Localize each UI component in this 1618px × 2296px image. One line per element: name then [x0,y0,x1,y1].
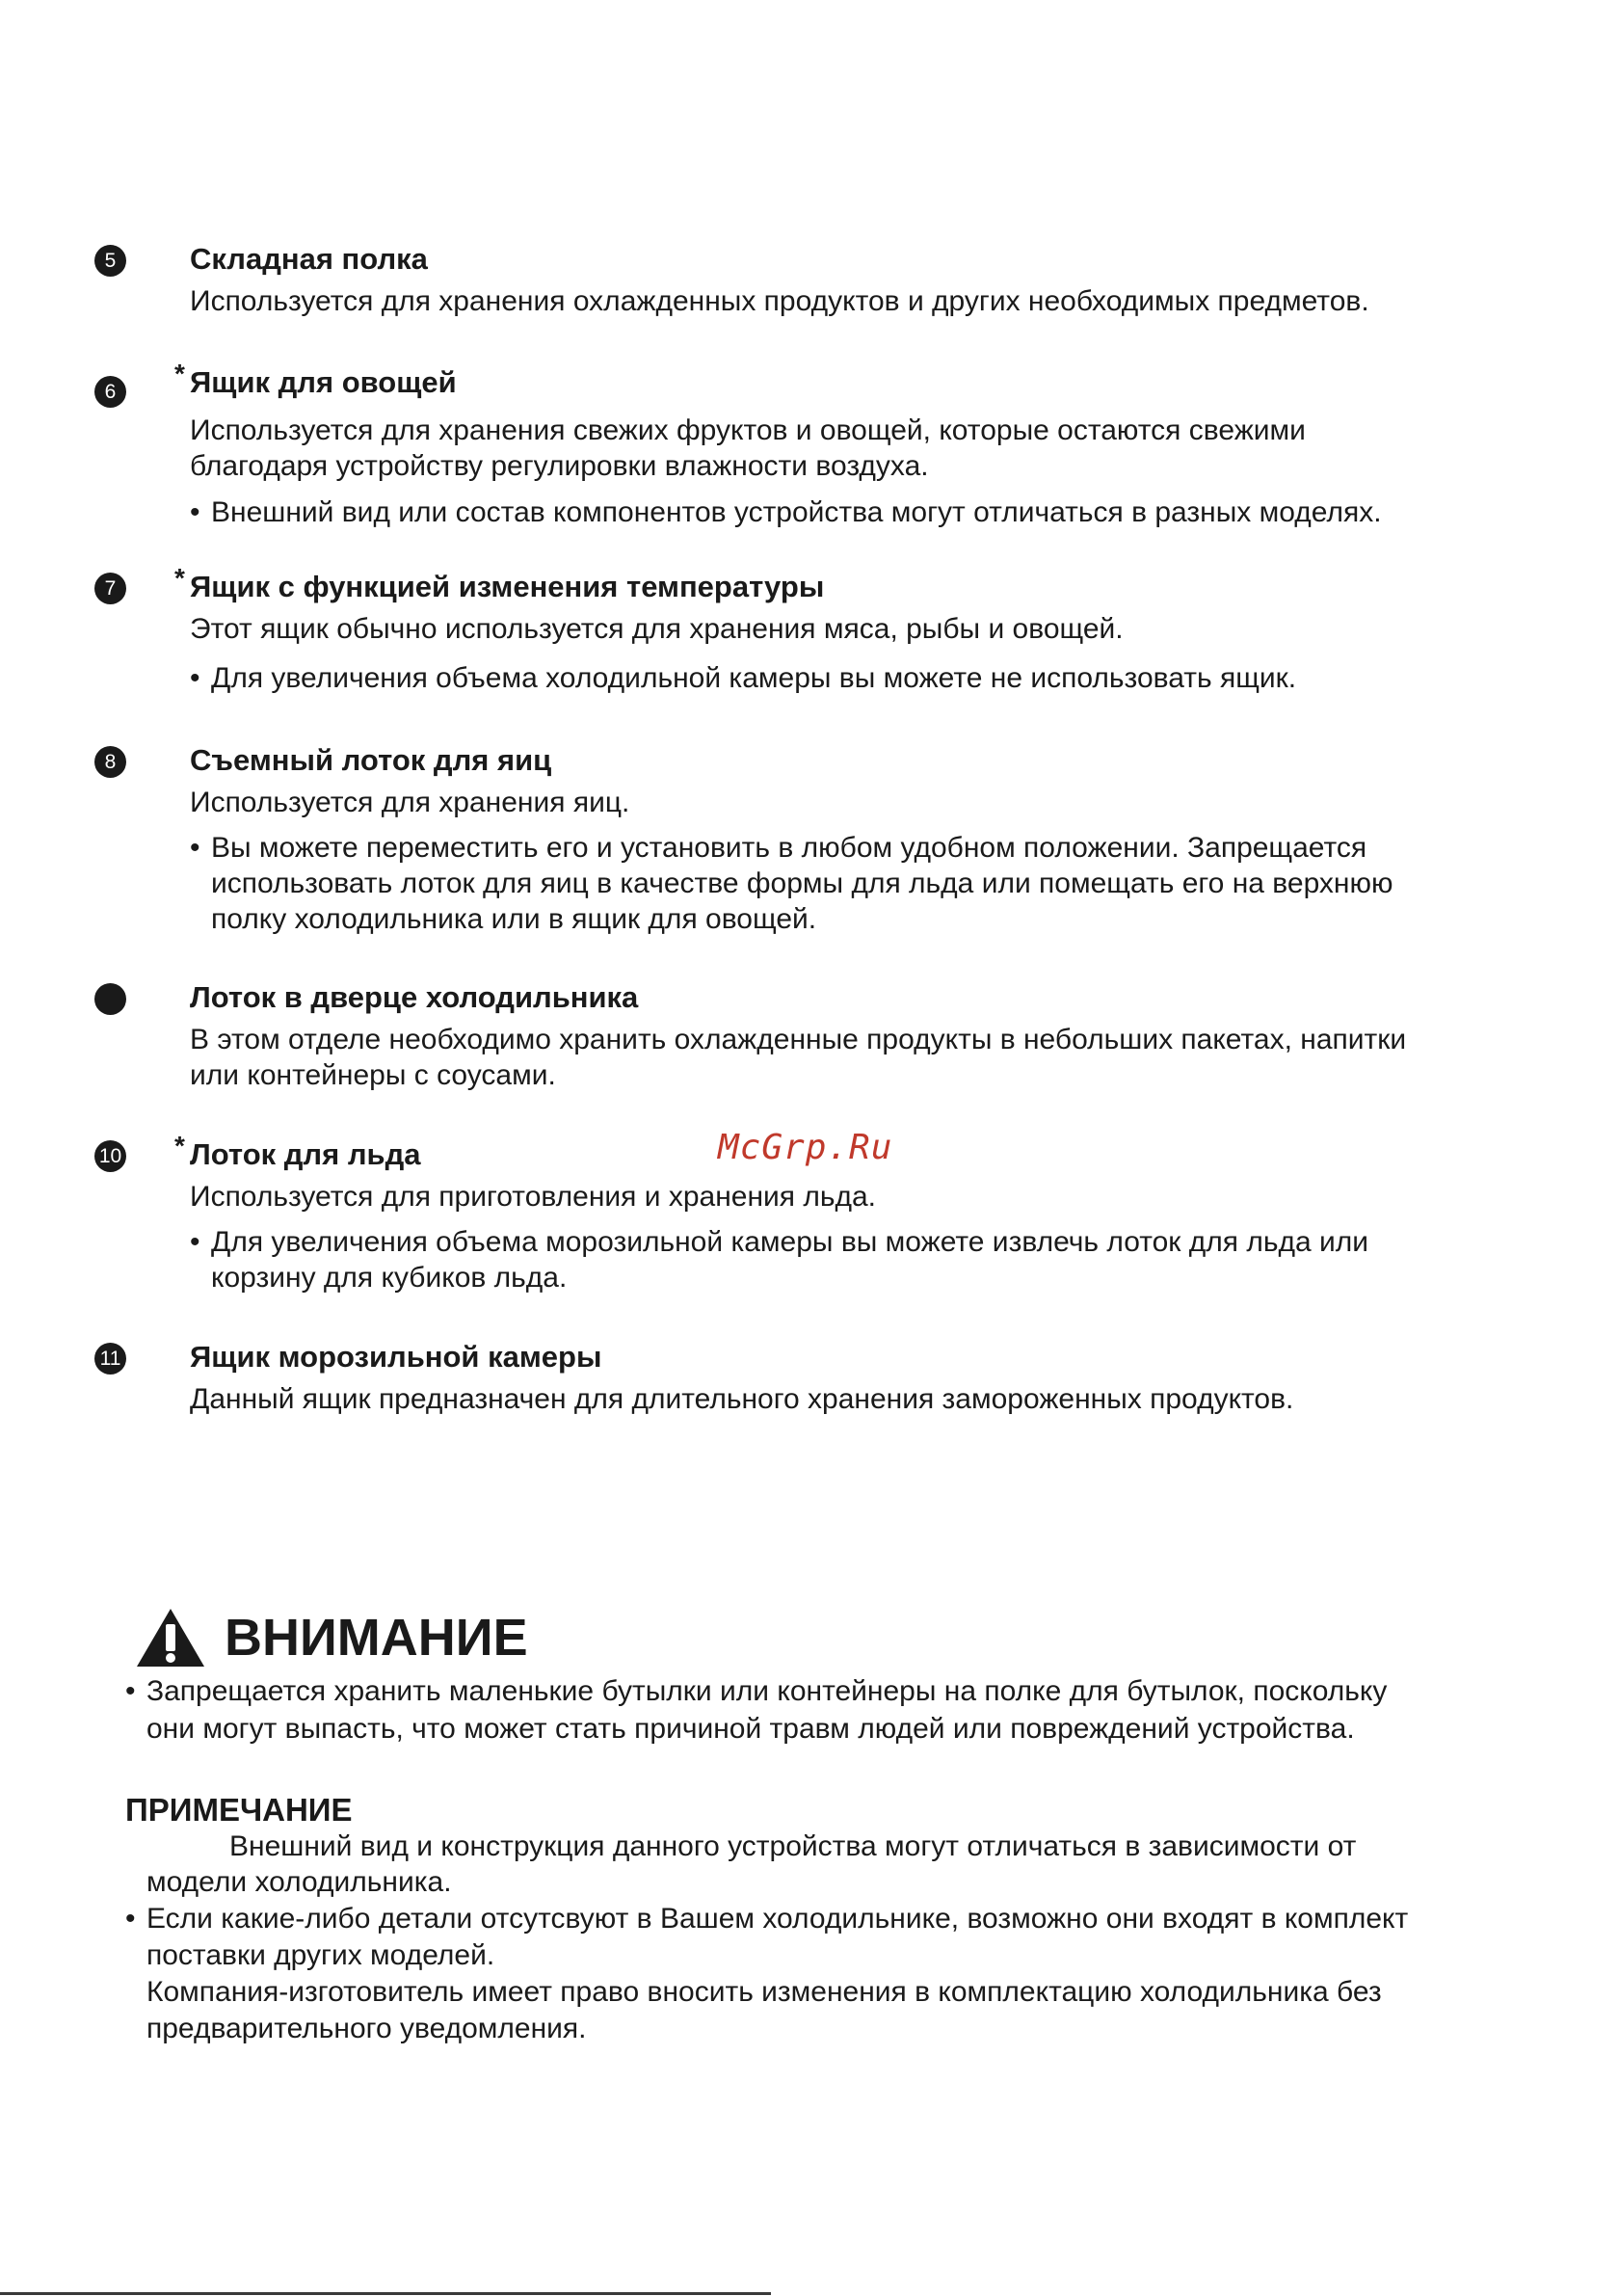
section-bullet: • Внешний вид или состав компонентов устройства могут отличаться в разных моделях. [190,494,1558,530]
section-bullet-line-cont: использовать лоток для яиц в качестве формы для льда или помещать его на верхнюю [211,868,1393,899]
note-line: модели холодильника. [146,1866,452,1898]
section-bullet-line-cont: корзину для кубиков льда. [211,1262,568,1294]
section-text-line: В этом отделе необходимо хранить охлажденные продукты в небольших пакетах, напитки [190,1024,1407,1055]
section-bullet-line-cont: полку холодильника или в ящик для овощей. [211,903,817,935]
number-badge-7: 7 [94,573,126,604]
warning-bullet-cont-text: они могут выпасть, что может стать причиной травм людей или повреждений устройства. [146,1713,1355,1745]
asterisk-marker: * [174,563,185,593]
asterisk-marker: * [174,1131,185,1161]
section-bullet: • Для увеличения объема холодильной камеры вы можете не использовать ящик. [190,660,1558,696]
note-line: Компания-изготовитель имеет право вносить изменения в комплектацию холодильника без [146,1976,1382,2008]
section-text: Используется для хранения охлажденных продуктов и других необходимых предметов. [190,285,1369,317]
section-bullet-line: • Для увеличения объема морозильной камеры вы можете извлечь лоток для льда или [190,1224,1558,1260]
section-text: Используется для приготовления и хранения льда. [190,1181,877,1213]
section-text: Данный ящик предназначен для длительного хранения замороженных продуктов. [190,1383,1294,1415]
warning-triangle-icon [135,1607,206,1669]
section-title: Лоток для льда [190,1137,421,1171]
section-text-line: или контейнеры с соусами. [190,1059,556,1091]
number-badge-10: 10 [94,1140,126,1172]
number-badge-5: 5 [94,245,126,277]
note-line: поставки других моделей. [146,1939,495,1971]
warning-title: ВНИМАНИЕ [225,1609,528,1667]
section-title: Ящик для овощей [190,365,457,399]
section-text: Используется для хранения яиц. [190,787,630,818]
number-badge-9 [94,983,126,1015]
warning-header [135,1605,1484,1672]
section-title: Съемный лоток для яиц [190,743,552,777]
bottom-divider [0,2292,771,2295]
asterisk-marker: * [174,359,185,388]
note-line: предварительного уведомления. [146,2013,587,2044]
section-title: Ящик морозильной камеры [190,1340,602,1374]
note-title: ПРИМЕЧАНИЕ [125,1792,353,1828]
watermark: McGrp.Ru [718,1128,893,1167]
number-badge-8: 8 [94,746,126,778]
section-bullet-line: • Вы можете переместить его и установить в любом удобном положении. Запрещается [190,830,1558,866]
section-title: Ящик с функцией изменения температуры [190,570,825,603]
number-badge-11: 11 [94,1343,126,1375]
note-line: Внешний вид и конструкция данного устройства могут отличаться в зависимости от [229,1830,1357,1862]
number-badge-6: 6 [94,376,126,408]
warning-bullet: • Запрещается хранить маленькие бутылки или контейнеры на полке для бутылок, поскольку [125,1673,1532,1709]
section-title: Складная полка [190,242,428,276]
section-text-line: благодаря устройству регулировки влажности воздуха. [190,450,929,482]
note-bullet: • Если какие-либо детали отсутсвуют в Вашем холодильнике, возможно они входят в комплект [125,1901,1532,1936]
warning-bullet-cont [125,1711,1532,1747]
section-text-line: Используется для хранения свежих фруктов и овощей, которые остаются свежими [190,414,1306,446]
section-text: Этот ящик обычно используется для хранения мяса, рыбы и овощей. [190,613,1124,645]
section-title: Лоток в дверце холодильника [190,980,639,1014]
